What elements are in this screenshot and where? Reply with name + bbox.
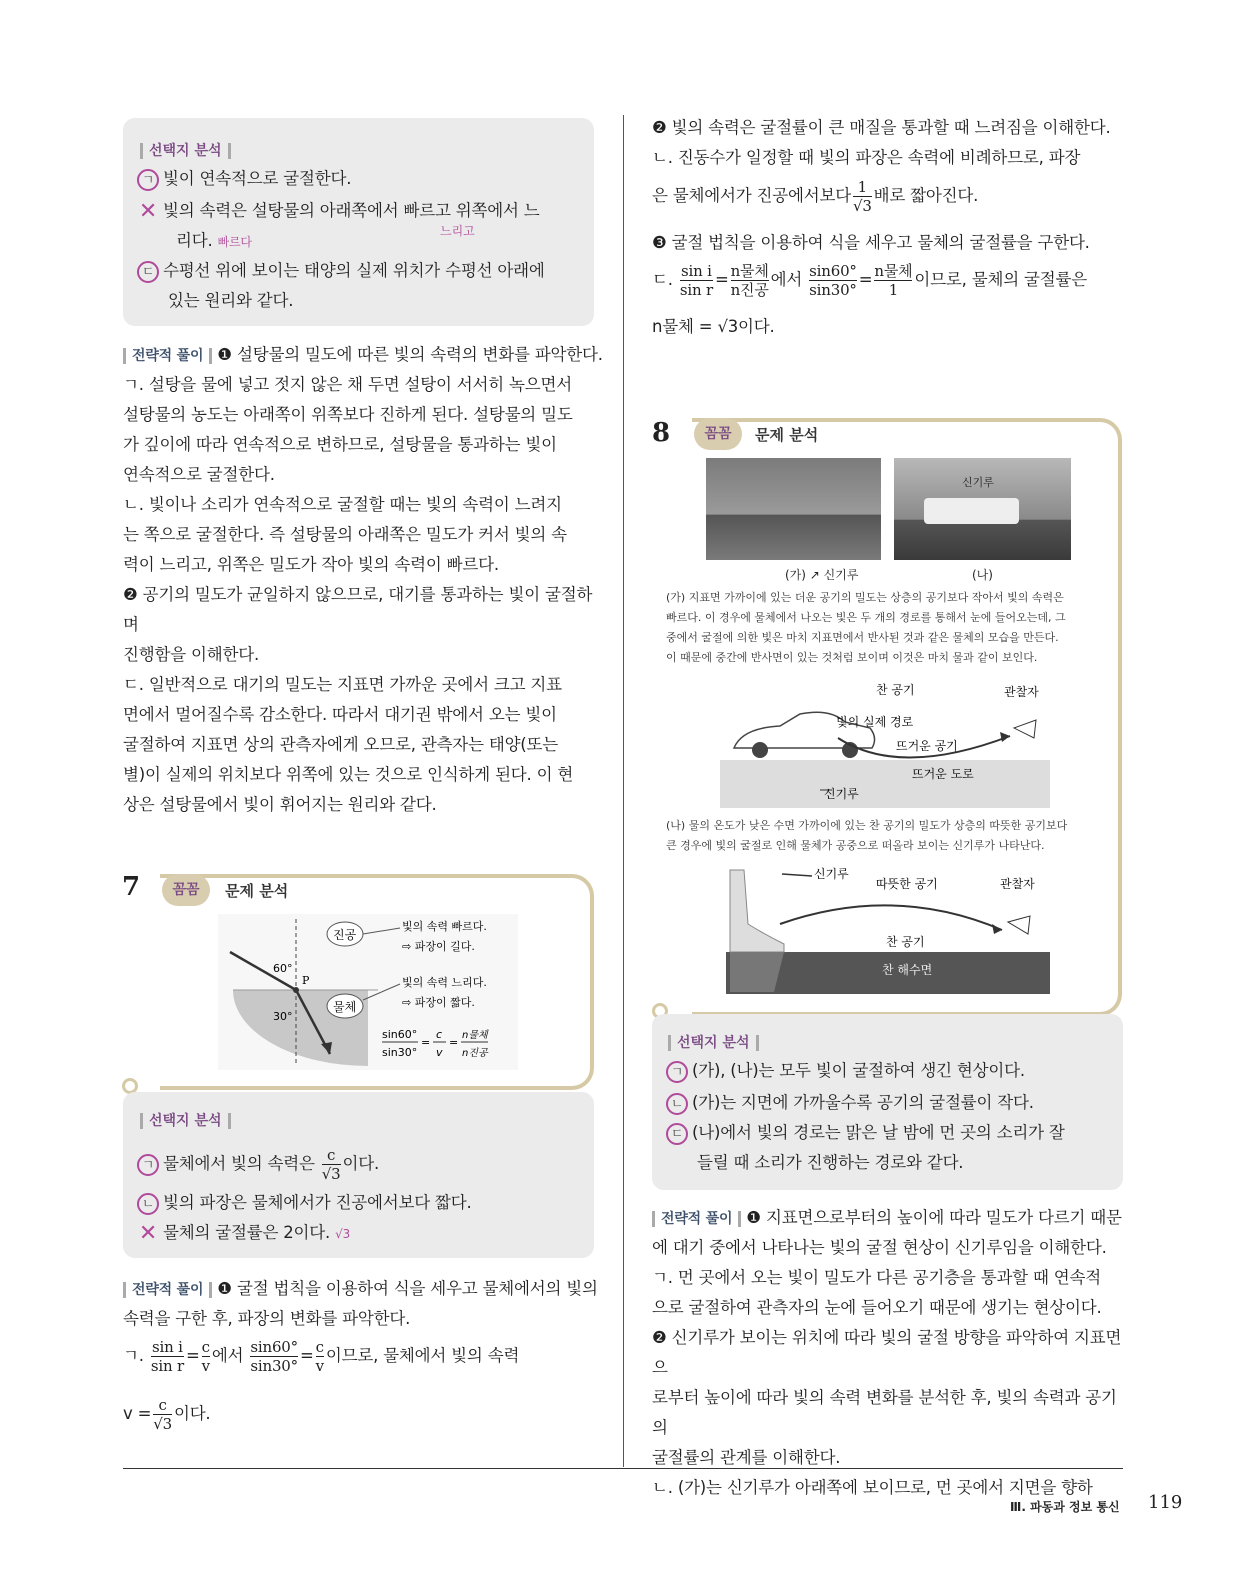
cold-sea-label: 찬 해수면 [882,963,933,977]
observer-label: 관찰자 [1004,685,1039,699]
correction-note: 느리고 [440,224,475,238]
choice-item: ㄴ (가)는 지면에 가까울수록 공기의 굴절률이 작다. [666,1088,1034,1118]
diagram-hot-road [720,678,1060,810]
svg-text:v: v [436,1046,443,1059]
svg-text:sin30°: sin30° [382,1046,418,1059]
strategy-line: 속력을 구한 후, 파장의 변화를 파악한다. [123,1309,411,1328]
description-a: (가) 지표면 가까이에 있는 더운 공기의 밀도는 상층의 공기보다 작아서 빛의 속력은 빠르다. 이 경우에 물체에서 나오는 빛은 두 개의 경로를 통해서 눈에 들어오는데, 그 중에서 굴절에 의한 빛은 마치 지표면에서 반사된 것과 같은 물체의 모습을 만든다. 이 때문에 중간에 반사면이 있는 것처럼 보이며 이것은 마치 물과 같이 보인다. [666,591,1066,664]
equation-line: ㄷ. $\frac{\text{sin i}}{\text{sin r}}$ = $\frac{\text{n물체}}{\text{n진공}}$ 에서 $\frac{\sin 60^\circ}{\sin 30^\circ}$ = $\frac{\text{n물체}}{1}$ 이므로, 물체의 굴절률은 [652,262,1087,299]
question-number: 7 [122,872,141,902]
photo-road-mirage [706,458,881,560]
mirage-label: 신기루 [824,787,859,801]
column-divider [623,115,624,1467]
svg-text:=: = [449,1036,459,1049]
svg-text:⇨ 파장이 길다.: ⇨ 파장이 길다. [402,940,475,953]
strategy-body: ㄱ. 설탕을 물에 넣고 젓지 않은 채 두면 설탕이 서서히 녹으면서 설탕물의 농도는 아래쪽이 위쪽보다 진하게 된다. 설탕물의 밀도 가 깊이에 따라 연속적으로 변하므로, 설탕물을 통과하는 빛이 연속적으로 굴절한다. ㄴ. 빛이나 소리가 연속적으로 굴절할 때는 빛의 속력이 느려지 는 쪽으로 굴절한다. 즉 설탕물의 아래쪽은 밀도가 커서 빛의 속 력이 느리고, 위쪽은 밀도가 작아 빛의 속력이 빠르다. ❷ 공기의 밀도가 균일하지 않으므로, 대기를 통과하는 빛이 굴절하며 진행함을 이해한다. ㄷ. 일반적으로 대기의 밀도는 지표면 가까운 곳에서 크고 지표 면에서 멀어질수록 감소한다. 따라서 대기권 밖에서 오는 빛이 굴절하여 지표면 상의 관측자에게 오므로, 관측자는 태양(또는 별)이 실제의 위치보다 위쪽에 있는 것으로 인식하게 된다. 이 현 상은 설탕물에서 빛이 휘어지는 원리와 같다. [123,375,593,814]
detail-pill: 꼼꼼 [162,874,210,906]
text-line: ❸ 굴절 법칙을 이용하여 식을 세우고 물체의 굴절률을 구한다. [652,233,1090,252]
wrong-mark-icon: ✕ [138,1220,158,1246]
footer-rule [123,1468,1123,1469]
text-line: ❷ 빛의 속력은 굴절률이 큰 매질을 통과할 때 느려짐을 이해한다. [652,118,1111,137]
text-line: ㄴ. 진동수가 일정할 때 빛의 파장은 속력에 비례하므로, 파장 [652,148,1081,167]
strategy-first-line: 전략적 풀이 ❶ 설탕물의 밀도에 따른 빛의 속력의 변화를 파악한다. [123,340,603,370]
choice-item-cont: 리다. 빠르다 [176,231,252,250]
warm-air-label: 따뜻한 공기 [876,877,938,891]
description-b: (나) 물의 온도가 낮은 수면 가까이에 있는 찬 공기의 밀도가 상층의 따뜻한 공기보다 큰 경우에 빛의 굴절로 인해 물체가 공중으로 떠올라 보이는 신기루가 나타난다. [666,819,1068,852]
frame-title: 문제 분석 [225,882,289,900]
svg-text:=: = [421,1036,431,1049]
choice-analysis-tag: 선택지 분석 [140,140,231,159]
choice-item: ㄴ 빛의 파장은 물체에서가 진공에서보다 짧다. [137,1188,472,1218]
cold-air-label: 찬 공기 [876,683,915,697]
choice-item-cont: 들릴 때 소리가 진행하는 경로와 같다. [697,1153,964,1172]
frame-title: 문제 분석 [755,426,819,444]
strategy-body: 에 대기 중에서 나타나는 빛의 굴절 현상이 신기루임을 이해한다. ㄱ. 먼 곳에서 오는 빛이 밀도가 다른 공기층을 통과할 때 연속적 으로 굴절하여 관측자의 눈에 들어오기 때문에 생기는 현상이다. ❷ 신기루가 보이는 위치에 따라 빛의 굴절 방향을 파악하여 지표면으 로부터 높이에 따라 빛의 속력 변화를 분석한 후, 빛의 속력과 공기의 굴절률의 관계를 이해한다. ㄴ. (가)는 신기루가 아래쪽에 보이므로, 먼 곳에서 지면을 향하 [652,1238,1122,1497]
correction-note: √3 [335,1227,351,1241]
svg-text:sin60°: sin60° [382,1028,418,1041]
detail-pill: 꼼꼼 [694,418,742,450]
real-path-label: 빛의 실제 경로 [836,715,914,729]
vacuum-label: 진공 [333,928,357,942]
choice-item: ㄱ (가), (나)는 모두 빛이 굴절하여 생긴 현상이다. [666,1056,1025,1086]
choice-item: ✕ 빛의 속력은 설탕물의 아래쪽에서 빠르고 위쪽에서 느 [137,196,540,227]
wrong-mark-icon: ✕ [138,198,158,224]
strategy-first-line: 전략적 풀이 ❶ 굴절 법칙을 이용하여 식을 세우고 물체에서의 빛의 [123,1274,598,1304]
strategy-first-line: 전략적 풀이 ❶ 지표면으로부터의 높이에 따라 밀도가 다르기 때문 [652,1203,1122,1233]
equation-line: v = $\frac{c}{√3}$ 이다. [123,1396,211,1433]
point-label: P [302,974,310,987]
page-number: 119 [1148,1492,1183,1513]
text-line: 은 물체에서가 진공에서보다 $\frac{1}{√3}$ 배로 짧아진다. [652,178,979,215]
choice-item: ㄱ 빛이 연속적으로 굴절한다. [137,164,351,194]
svg-text:n진공: n진공 [462,1048,488,1059]
choice-item: ✕ 물체의 굴절률은 2이다. √3 [137,1218,350,1249]
cold-air-label: 찬 공기 [886,935,925,949]
object-label: 물체 [333,1000,357,1014]
choice-item-cont: 있는 원리와 같다. [168,291,294,310]
mirage-label: 신기루 [814,867,849,881]
choice-analysis-tag: 선택지 분석 [668,1032,759,1051]
svg-text:n물체: n물체 [462,1030,488,1041]
hot-road-label: 뜨거운 도로 [912,767,974,781]
angle-label: 30° [273,1010,293,1023]
observer-label: 관찰자 [1000,877,1035,891]
hot-air-label: 뜨거운 공기 [896,739,958,753]
photo-label: 신기루 [962,476,994,489]
question-number: 8 [652,418,671,448]
choice-item: ㄱ 물체에서 빛의 속력은 $\frac{c}{√3}$ 이다. [137,1146,379,1183]
choice-item: ㄷ (나)에서 빛의 경로는 맑은 날 밤에 먼 곳의 소리가 잘 [666,1118,1065,1148]
correction-note: 빠르다 [217,235,252,249]
footer-section: Ⅲ. 파동과 정보 통신 [1010,1500,1120,1514]
choice-analysis-tag: 선택지 분석 [140,1110,231,1129]
photo-caption: (나) [972,568,993,582]
svg-text:빛의 속력 빠르다.: 빛의 속력 빠르다. [402,920,487,933]
diagram-cold-sea [724,864,1054,996]
choice-item: ㄷ 수평선 위에 보이는 태양의 실제 위치가 수평선 아래에 [137,256,545,286]
refraction-diagram [218,914,518,1070]
svg-text:빛의 속력 느리다.: 빛의 속력 느리다. [402,976,487,989]
svg-text:⇨ 파장이 짧다.: ⇨ 파장이 짧다. [402,996,475,1009]
svg-text:c: c [436,1028,443,1041]
photo-caption: (가) ↗ 신기루 [785,568,859,582]
mirage-shape [924,498,1019,524]
angle-label: 60° [273,962,293,975]
text-line: n물체 = √3이다. [652,317,775,336]
equation-line: ㄱ. $\frac{\text{sin i}}{\text{sin r}}$ = $\frac{c}{v}$ 에서 $\frac{\sin 60^\circ}{\sin 30^\circ}$ = $\frac{c}{v}$ 이므로, 물체에서 빛의 속력 [123,1338,520,1375]
